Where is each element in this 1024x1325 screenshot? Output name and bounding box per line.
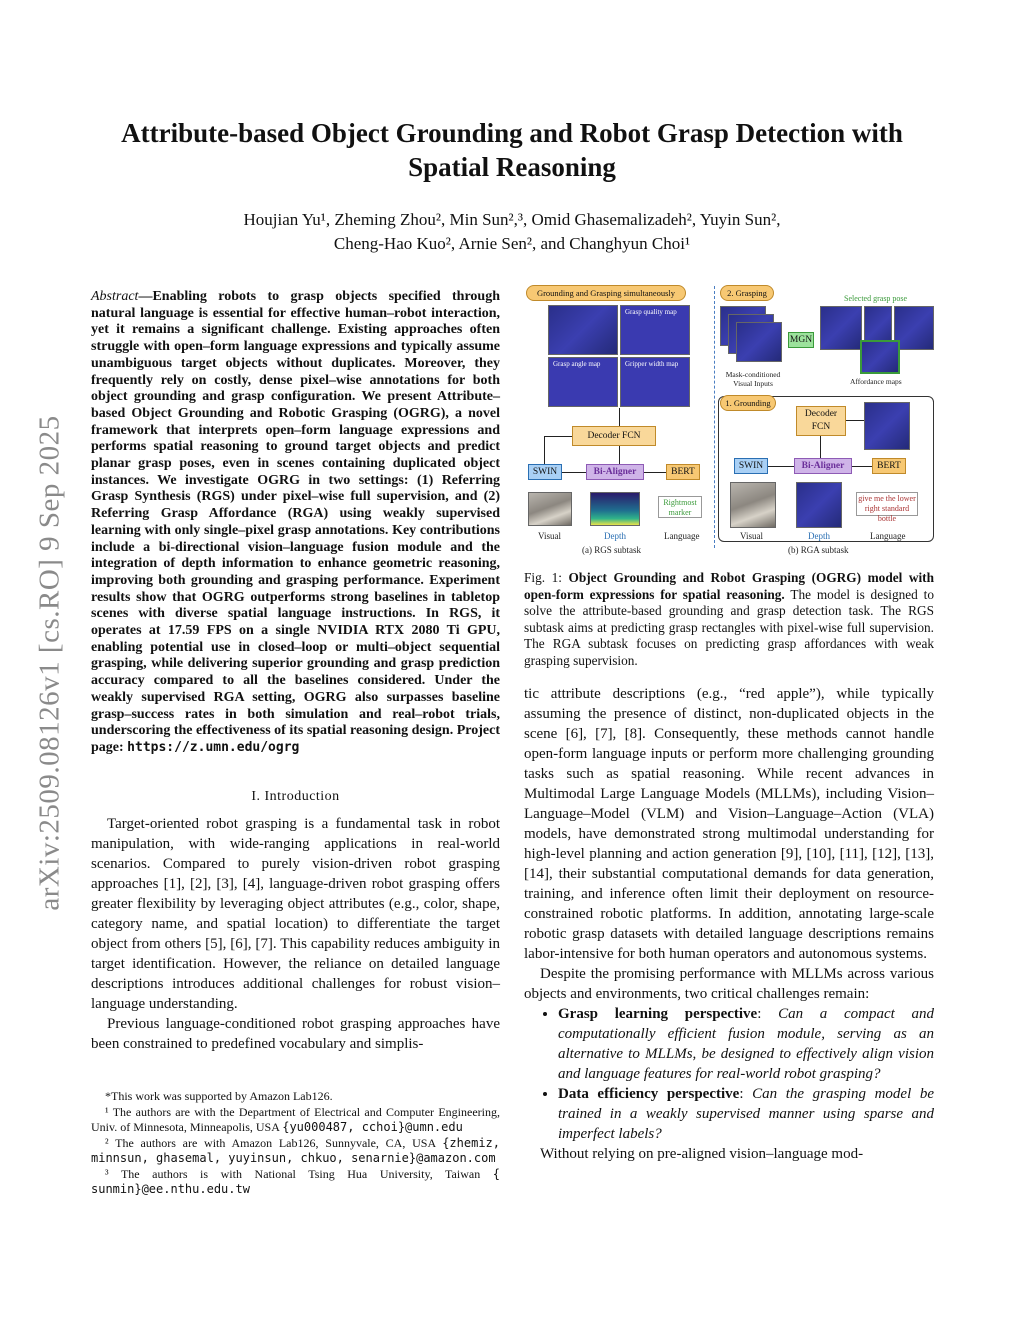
- bi-aligner-rga: Bi-Aligner: [794, 458, 852, 474]
- visual-input-rga: [730, 482, 776, 528]
- intro-left-body: [91, 814, 500, 1054]
- email-amazon[interactable]: {zhemiz, minnsun, ghasemal, yuyinsun, chkuo, senarnie}@amazon.com: [91, 1135, 500, 1165]
- arrow-aligner-decoder: [619, 446, 620, 464]
- project-link[interactable]: https://z.umn.edu/ogrg: [127, 739, 300, 755]
- email-nthu[interactable]: { sunmin}@ee.nthu.edu.tw: [91, 1166, 500, 1196]
- bert-encoder-rgs: BERT: [666, 464, 700, 480]
- grasp-quality-map: Grasp quality map: [620, 305, 690, 355]
- language-input-rga: give me the lower right standard bottle: [856, 492, 918, 516]
- mask-input-3: [736, 322, 782, 362]
- subcaption-a: (a) RGS subtask: [582, 545, 641, 555]
- arrow-swin-decoder-v: [544, 436, 545, 464]
- arrow-decoder-up: [619, 408, 620, 426]
- challenge-item-2: • Data efficiency perspective: Can the grasping model be trained in a weakly supervised manner using sparse and imperfect labels?: [558, 1084, 934, 1144]
- bert-encoder-rga: BERT: [872, 458, 906, 474]
- label-language-rga: Language: [870, 531, 906, 541]
- connector-aligner-bert: [644, 472, 666, 473]
- affordance-map-1: [820, 306, 862, 350]
- right-paragraph-2: Despite the promising performance with MLLMs across various objects and environments, two critical challenges remain:: [524, 966, 934, 1002]
- grounding-output-rga: [864, 402, 910, 450]
- selected-affordance-map: [860, 340, 900, 374]
- caption-bold: Object Grounding and Robot Grasping (OGRG) model with open-form expressions for spatial reasoning.: [524, 570, 934, 602]
- author-list: [90, 208, 934, 256]
- abstract-label: Abstract: [91, 289, 139, 304]
- affordance-maps-label: Affordance maps: [850, 377, 902, 386]
- grasping-tag: 2. Grasping: [720, 285, 774, 301]
- depth-input-rgs: [590, 492, 640, 526]
- language-input-rgs: Rightmost marker: [658, 496, 702, 518]
- swin-encoder-rgs: SWIN: [528, 464, 562, 480]
- mask-inputs-label: Mask-conditioned Visual Inputs: [725, 370, 781, 388]
- section-heading-introduction: I. Introduction: [251, 789, 340, 804]
- label-depth-rga: Depth: [808, 531, 830, 541]
- footnote-0: *This work was supported by Amazon Lab126.: [105, 1089, 333, 1103]
- swin-encoder-rga: SWIN: [734, 458, 768, 474]
- connector-swin-aligner-rga: [768, 466, 794, 467]
- grounding-tag: 1. Grounding: [720, 395, 776, 411]
- bi-aligner-rgs: Bi-Aligner: [586, 464, 644, 480]
- footnote-2: ² The authors are with Amazon Lab126, Sunnyvale, CA, USA {zhemiz, minnsun, ghasemal, yuyinsun, chkuo, senarnie}@amazon.com: [91, 1135, 500, 1165]
- abstract-text: —Enabling robots to grasp objects specified through natural language is essential for effective human–robot interaction, yet it remains a significant challenge. Existing approaches often struggle with open–form language expressions and typically assume unambiguous target objects without duplicates. Moreover, they frequently rely on costly, dense pixel–wise annotations for both object grounding and grasp configuration. We present Attribute–based Object Grounding and Robotic Grasping (OGRG), a novel framework that interprets open–form language expressions and performs spatial reasoning to ground target objects and predict planar grasp poses, even in scenes containing duplicated object instances. We investigate OGRG in two settings: (1) Referring Grasp Synthesis (RGS) under pixel–wise full supervision, and (2) Referring Grasp Affordance (RGA) using weakly supervised learning with only single–pixel grasp annotations. Key contributions include a bi-directional vision–language fusion module and the integration of depth information to enhance geometric reasoning, improving both grounding and grasping performance. Experiment results show that OGRG outperforms strong baselines in tabletop scenes with diverse spatial language instructions. In RGS, it operates at 17.59 FPS on a single NVIDIA RTX 2080 Ti GPU, enabling potential use in closed–loop or multi–object sequential grasping, while delivering superior grounding and grasp prediction accuracy compared to all the baselines considered. Under the weakly supervised RGA setting, OGRG also surpasses baseline grasp–success rates in both simulation and real–robot trials, underscoring the effectiveness of its spatial reasoning design. Project page:: [91, 289, 500, 755]
- caption-rest: The model is designed to solve the attribute-based grounding and grasp detection task. The RGS subtask aims at predicting grasp rectangles with pixel-wise full supervision. The RGA subtask focuses on predicting grasp affordances with weak grasping supervision.: [524, 586, 934, 668]
- panel-divider: [714, 286, 715, 548]
- intro-paragraph-1: Target-oriented robot grasping is a fundamental task in robot manipulation, with wide-ranging applications in real-world scenarios. Compared to purely vision-driven robot grasping approaches [1], [2], [3], [4], language-driven robot grasping offers greater flexibility by leveraging object attributes (e.g., color, shape, category name, and spatial location) to differentiate the target object from others [5], [6], [7]. This capability reduces ambiguity in target identification. However, the reliance on detailed language descriptions introduces additional challenges for robust vision–language understanding.: [91, 816, 500, 1012]
- subcaption-b: (b) RGA subtask: [788, 545, 849, 555]
- label-language-rgs: Language: [664, 531, 700, 541]
- grasp-angle-map: Grasp angle map: [548, 357, 618, 407]
- footnotes: [91, 1089, 500, 1198]
- grounding-grasping-tag: Grounding and Grasping simultaneously: [526, 285, 686, 301]
- visual-input-rgs: [528, 492, 572, 526]
- authors-line-1: Houjian Yu¹, Zheming Zhou², Min Sun²,³, Omid Ghasemalizadeh², Yuyin Sun²,: [243, 210, 781, 229]
- right-column-body: [524, 684, 934, 1164]
- caption-label: Fig. 1:: [524, 570, 562, 585]
- grounding-output-image: [548, 305, 618, 355]
- figure-caption: [524, 570, 934, 669]
- abstract: [91, 289, 500, 757]
- selected-grasp-label: Selected grasp pose: [844, 294, 908, 303]
- gripper-width-map: Gripper width map: [620, 357, 690, 407]
- arrow-decoder-output: [846, 420, 864, 421]
- connector-aligner-bert-rga: [852, 466, 872, 467]
- decoder-fcn-rgs: Decoder FCN: [572, 426, 656, 446]
- label-visual-rgs: Visual: [538, 531, 561, 541]
- figure-1: [524, 282, 936, 562]
- affordance-map-3: [894, 306, 934, 350]
- challenge-item-1: • Grasp learning perspective: Can a compact and computationally efficient fusion module, serving as an alternative to MLLMs, be designed to effectively align vision and language features for real-world robot grasping?: [558, 1004, 934, 1084]
- depth-input-rga: [796, 482, 842, 528]
- connector-swin-aligner: [562, 472, 586, 473]
- arrow-aligner-decoder-rga: [820, 436, 821, 458]
- arxiv-stamp: arXiv:2509.08126v1 [cs.RO] 9 Sep 2025: [33, 415, 66, 911]
- email-umn[interactable]: {yu000487, cchoi}@umn.edu: [282, 1120, 463, 1134]
- intro-paragraph-2: Previous language-conditioned robot grasping approaches have been constrained to predefined vocabulary and simplis-: [91, 1016, 500, 1052]
- right-paragraph-3: Without relying on pre-aligned vision–language mod-: [540, 1146, 864, 1162]
- decoder-fcn-rga: Decoder FCN: [796, 406, 846, 436]
- paper-title: Attribute-based Object Grounding and Robot Grasp Detection with Spatial Reasoning: [121, 118, 903, 182]
- challenge-list: [524, 1004, 934, 1144]
- label-visual-rga: Visual: [740, 531, 763, 541]
- label-depth-rgs: Depth: [604, 531, 626, 541]
- arrow-swin-decoder-h: [544, 436, 572, 437]
- authors-line-2: Cheng-Hao Kuo², Arnie Sen², and Changhyun Choi¹: [333, 234, 691, 253]
- mgn-box: MGN: [788, 332, 814, 348]
- footnote-1: ¹ The authors are with the Department of Electrical and Computer Engineering, Univ. of Minnesota, Minneapolis, USA {yu000487, cchoi}@umn.edu: [91, 1104, 500, 1134]
- footnote-3: ³ The authors is with National Tsing Hua University, Taiwan { sunmin}@ee.nthu.edu.tw: [91, 1166, 500, 1196]
- right-paragraph-1: tic attribute descriptions (e.g., “red apple”), while typically assuming the presence of distinct, non-duplicated objects in the scene [6], [7], [8]. Consequently, these methods cannot handle open-form language inputs or perform more challenging grounding tasks such as spatial reasoning. While recent advances in Multimodal Large Language Models (MLLMs), including Vision–Language–Model (VLM) and Vision–Language–Action (VLA) models, have demonstrated strong multimodal understanding for high-level planning and action generation [9], [10], [11], [12], [13], [14], their substantial computational demands for data generation, training, and inference often limit their deployment on resource-constrained robotic platforms. In addition, annotating large-scale robotic grasp datasets with detailed language descriptions remains labor-intensive for both human operators and autonomous systems.: [524, 686, 934, 962]
